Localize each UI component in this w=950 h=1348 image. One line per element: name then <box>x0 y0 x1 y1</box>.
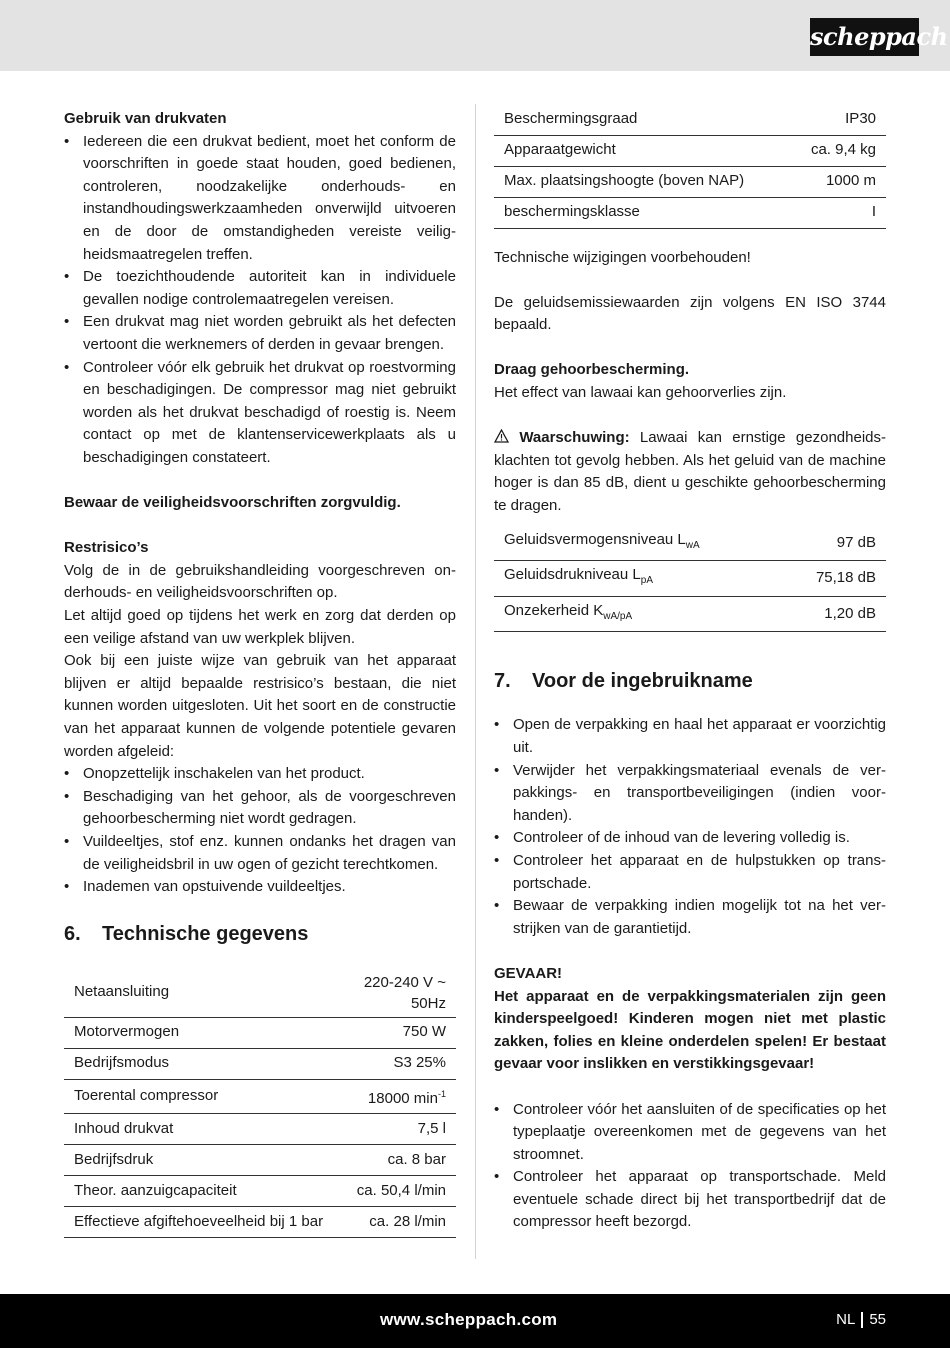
spec-value: ca. 50,4 l/min <box>336 1176 456 1207</box>
header-bar <box>0 0 950 71</box>
spec-label: Apparaatgewicht <box>494 135 789 166</box>
table-row <box>64 1048 456 1079</box>
list-item: • Beschadiging van het gehoor, als de voorgeschreven gehoorbescherming niet wordt gedragen. <box>64 786 456 831</box>
table-row <box>494 526 886 561</box>
list-item: • De toezichthoudende autoriteit kan in individuele gevallen nodige controlemaatregelen vereisen. <box>64 266 456 311</box>
gevaar-text: Het apparaat en de verpakkingsmaterialen zijn geen kinderspeelgoed! Kinderen mogen niet met plastic zakken, folies en kleine onderdelen spelen! Er bestaat gevaar voor inslikken en verstikkingsgevaar! <box>494 987 886 1073</box>
left-column <box>64 108 456 1238</box>
list-item: • Verwijder het verpakkingsmateriaal evenals de verpakkings- en transportbeveiligingen (indien voorhanden). <box>494 760 886 828</box>
column-divider <box>475 104 476 1259</box>
hearing-heading: Draag gehoorbescherming. <box>494 361 690 379</box>
spec-value: IP30 <box>789 104 886 135</box>
spec-value: 18000 $\min^{-1}$ <box>336 1079 456 1114</box>
table-row <box>64 1207 456 1238</box>
drukvaten-heading: Gebruik van drukvaten <box>64 110 227 127</box>
noise-label: Geluidsvermogensniveau $L_{wA}$ <box>494 526 780 561</box>
warning-label: Waarschuwing: <box>519 429 630 447</box>
spec-label: Bedrijfsmodus <box>64 1048 336 1079</box>
section-heading: Technische gegevens <box>102 922 309 945</box>
noise-label: Onzekerheid $K_{wA/pA}$ <box>494 596 780 632</box>
scheppach-logo: scheppach <box>810 18 919 56</box>
list-item: • Controleer het apparaat en de hulpstukken op transportschade. <box>494 850 886 895</box>
list-item: • Iedereen die een drukvat bedient, moet het conform de voorschriften in goede staat houden, goed bedienen, controleren, noodzakelijke onderhouds- en instandhoudingswerkzaamheden onverwijld uitvoeren en de door de omstandigheden vereiste veiligheidsmaatregelen treffen. <box>64 131 456 267</box>
hearing-text: Het effect van lawaai kan gehoorverlies zijn. <box>494 384 787 402</box>
list-item: • Controleer vóór het aansluiten of de specificaties op het typeplaatje overeenkomen met de gegevens van het stroomnet. <box>494 1099 886 1167</box>
restrisico-paragraph: Let altijd goed op tijdens het werk en zorg dat derden op een veilige afstand van uw werkplek blijven. <box>64 607 456 647</box>
website-link[interactable]: www.scheppach.com <box>380 1310 558 1329</box>
ingebruik-list <box>494 714 886 940</box>
table-row <box>494 104 886 135</box>
warning-text: Lawaai kan ernstige gezondheidsklachten tot gevolg hebben. Als het geluid van de machine hoger is dan 85 dB, dient u geschikte gehoorbescherming te dragen. <box>494 429 886 515</box>
restrisico-heading: Restrisico’s <box>64 539 149 557</box>
restrisico-paragraph: Ook bij een juiste wijze van gebruik van het apparaat blijven er altijd bepaalde restrisico’s bestaan, die niet kunnen worden uitgesloten. Uit het soort en de constructie van het apparaat kunnen de volgende potentiele gevaren worden afgeleid: <box>64 652 456 760</box>
table-row <box>64 969 456 1018</box>
noise-table <box>494 526 886 633</box>
restrisico-paragraph: Volg de in de gebruikshandleiding voorgeschreven onderhouds- en veiligheidsvoorschriften op. <box>64 561 456 602</box>
noise-label: Geluidsdrukniveau $L_{pA}$ <box>494 561 780 597</box>
section-6-title <box>64 919 456 949</box>
list-item: • Open de verpakking en haal het apparaat er voorzichtig uit. <box>494 714 886 759</box>
page-indicator <box>836 1309 886 1332</box>
spec-value: ca. 8 bar <box>336 1145 456 1176</box>
list-item: • Een drukvat mag niet worden gebruikt als het defecten vertoont die werknemers of derden in gevaar brengen. <box>64 311 456 356</box>
right-column <box>494 104 886 1234</box>
spec-value: 7,5 l <box>336 1114 456 1145</box>
noise-value: 1,20 dB <box>780 596 886 632</box>
spec-value: I <box>789 197 886 228</box>
footer-bar <box>0 1294 950 1348</box>
spec-value: 750 W <box>336 1017 456 1048</box>
list-item: • Controleer het apparaat op transportschade. Meld eventuele schade direct bij het transportbedrijf dat de compressor heeft bezorgd. <box>494 1166 886 1234</box>
spec-label: beschermingsklasse <box>494 197 789 228</box>
restrisico-list <box>64 763 456 899</box>
table-row <box>494 135 886 166</box>
spec-label: Motorvermogen <box>64 1017 336 1048</box>
spec-label: Bedrijfsdruk <box>64 1145 336 1176</box>
table-row <box>64 1145 456 1176</box>
spec-value: ca. 9,4 kg <box>789 135 886 166</box>
list-item: • Vuildeeltjes, stof enz. kunnen ondanks het dragen van de veiligheidsbril in uw ogen of gezicht terechtkomen. <box>64 831 456 876</box>
spec-value: S3 25% <box>336 1048 456 1079</box>
drukvaten-list <box>64 131 456 470</box>
spec-label: Max. plaatsingshoogte (boven NAP) <box>494 166 789 197</box>
spec-value: 220-240 V ~ 50Hz <box>336 969 456 1018</box>
spec-label: Beschermingsgraad <box>494 104 789 135</box>
table-row <box>64 1017 456 1048</box>
gevaar-heading: GEVAAR! <box>494 964 563 982</box>
noise-note: De geluidsemissiewaarden zijn volgens EN ISO 3744 bepaald. <box>494 293 886 334</box>
table-row <box>64 1176 456 1207</box>
tech-note: Technische wijzigingen voorbehouden! <box>494 248 751 266</box>
warning-paragraph <box>494 427 886 517</box>
table-row <box>494 561 886 597</box>
noise-value: 75,18 dB <box>780 561 886 597</box>
table-row <box>494 197 886 228</box>
bewaar-notice: Bewaar de veiligheidsvoorschriften zorgvuldig. <box>64 494 401 512</box>
spec-label: Netaansluiting <box>64 969 336 1018</box>
spec-label: Theor. aanzuigcapaciteit <box>64 1176 336 1207</box>
page-number: 55 <box>869 1311 886 1328</box>
section-heading: Voor de ingebruikname <box>532 670 753 693</box>
noise-value: 97 dB <box>780 526 886 561</box>
spec-label: Effectieve afgiftehoeveelheid bij 1 bar <box>64 1207 336 1238</box>
list-item: • Inademen van opstuivende vuildeeltjes. <box>64 876 456 899</box>
language-code: NL <box>836 1311 856 1328</box>
spec-label: Inhoud drukvat <box>64 1114 336 1145</box>
separator <box>861 1312 863 1328</box>
section-number: 7. <box>494 670 511 693</box>
list-item: • Controleer vóór elk gebruik het drukvat op roestvorming en beschadigingen. De compressor mag niet gebruikt worden als het drukvat beschadigd of roestig is. Neem contact op met de klantenservicewerkplaats als u beschadigingen constateert. <box>64 357 456 470</box>
table-row <box>494 596 886 632</box>
section-number: 6. <box>64 922 81 945</box>
technical-data-table-continued <box>494 104 886 229</box>
table-row <box>494 166 886 197</box>
list-item: • Bewaar de verpakking indien mogelijk tot na het verstrijken van de garantietijd. <box>494 895 886 940</box>
spec-value: 1000 m <box>789 166 886 197</box>
section-7-title <box>494 666 886 696</box>
technical-data-table <box>64 969 456 1239</box>
table-row <box>64 1114 456 1145</box>
list-item: • Onopzettelijk inschakelen van het product. <box>64 763 456 786</box>
spec-value: ca. 28 l/min <box>336 1207 456 1238</box>
list-item: • Controleer of de inhoud van de levering volledig is. <box>494 827 886 850</box>
table-row <box>64 1079 456 1114</box>
warning-triangle-icon <box>494 429 509 443</box>
spec-label: Toerental compressor <box>64 1079 336 1114</box>
final-list <box>494 1099 886 1235</box>
